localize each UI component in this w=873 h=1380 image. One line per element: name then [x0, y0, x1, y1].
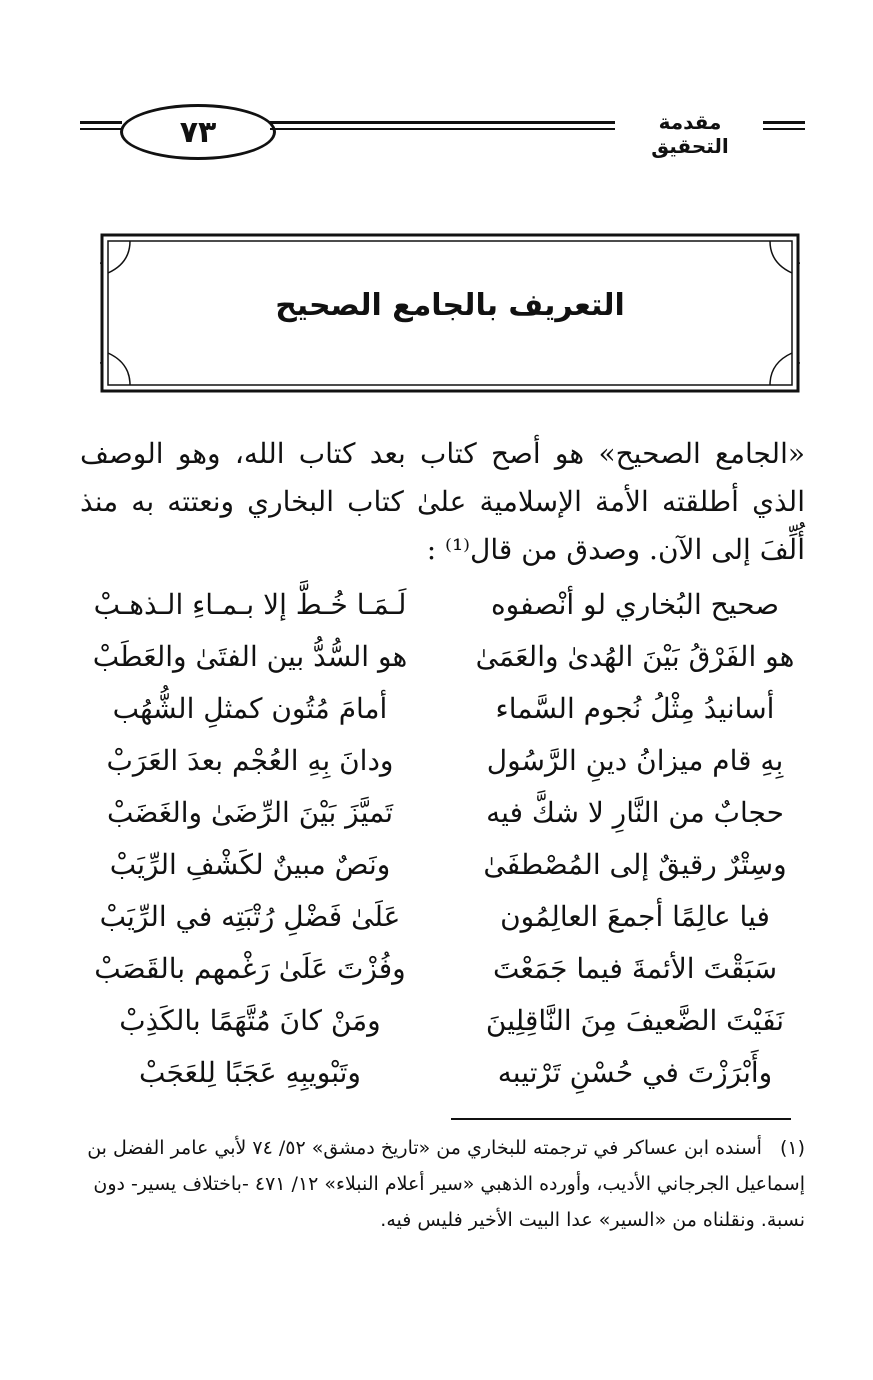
verse — [80, 838, 805, 890]
verse — [80, 630, 805, 682]
verse-first-hemistich: فيا عالِمًا أجمعَ العالِمُون — [500, 899, 770, 933]
verse — [80, 942, 805, 994]
verse-first-hemistich: سَبَقْتَ الأئمةَ فيما جَمَعْتَ — [492, 951, 778, 985]
verse-first-hemistich: هو الفَرْقُ بَيْنَ الهُدىٰ والعَمَىٰ — [475, 639, 795, 673]
poem — [80, 578, 805, 1098]
footnote-text: أسنده ابن عساكر في ترجمته للبخاري من «تاريخ دمشق» ٥٢/ ٧٤ لأبي عامر الفضل بن إسماعيل الجرجاني الأديب، وأورده الذهبي «سير أعلام النبلاء» ١٢/ ٤٧١ -باختلاف يسير- دون نسبة. ونقلناه من «السير» عدا البيت الأخير فليس فيه. — [87, 1137, 805, 1231]
verse-second-hemistich: لَـمَـا خُـطَّ إلا بـمـاءِ الـذهـبْ — [93, 587, 407, 621]
footnote-number: (١) — [779, 1137, 805, 1159]
verse-second-hemistich: ودانَ بِهِ العُجْم بعدَ العَرَبْ — [106, 743, 394, 777]
page-header — [80, 100, 805, 160]
verse-first-hemistich: وأَبْرَزْتَ في حُسْنِ تَرْتيبه — [497, 1055, 773, 1089]
header-rule — [80, 121, 122, 130]
verse — [80, 734, 805, 786]
verse-first-hemistich: صحيح البُخاري لو أنْصفوه — [490, 587, 780, 621]
intro-paragraph: «الجامع الصحيح» هو أصح كتاب بعد كتاب الله، وهو الوصف الذي أطلقته الأمة الإسلامية علىٰ كتاب البخاري ونعتته به منذ أُلِّفَ إلى الآن. وصدق من قال⁽¹⁾ : — [80, 437, 805, 566]
header-rule — [270, 121, 615, 130]
verse-second-hemistich: وفُزْتَ عَلَىٰ رَغْمهم بالقَصَبْ — [94, 951, 406, 985]
header-rule — [763, 121, 805, 130]
verse-first-hemistich: بِهِ قام ميزانُ دينِ الرَّسُول — [486, 743, 784, 777]
verse-second-hemistich: وتَبْويبِهِ عَجَبًا لِلعَجَبْ — [139, 1055, 361, 1089]
verse — [80, 994, 805, 1046]
page-number: ٧٣ — [120, 104, 276, 160]
verse-first-hemistich: وسِتْرٌ رقيقٌ إلى المُصْطفَىٰ — [483, 847, 787, 881]
verse-second-hemistich: أمامَ مُتُون كمثلِ الشُّهُب — [112, 691, 388, 725]
footnote — [80, 1130, 805, 1238]
verse — [80, 578, 805, 630]
verse-first-hemistich: نَفَيْتَ الضَّعيفَ مِنَ النَّاقِلِينَ — [485, 1003, 785, 1037]
verse — [80, 890, 805, 942]
verse-second-hemistich: ونَصٌ مبينٌ لكَشْفِ الرِّيَبْ — [109, 847, 391, 881]
verse-second-hemistich: تَميَّزَ بَيْنَ الرِّضَىٰ والغَضَبْ — [106, 795, 394, 829]
verse-first-hemistich: حجابٌ من النَّارِ لا شكَّ فيه — [486, 795, 784, 829]
footnote-separator — [451, 1118, 791, 1120]
verse-second-hemistich: ومَنْ كانَ مُتَّهَمًا بالكَذِبْ — [119, 1003, 381, 1037]
verse — [80, 786, 805, 838]
verse — [80, 682, 805, 734]
verse — [80, 1046, 805, 1098]
running-head: مقدمة التحقيق — [651, 110, 729, 158]
verse-second-hemistich: عَلَىٰ فَضْلِ رُتْبَتِه في الرِّيَبْ — [99, 899, 401, 933]
title-frame — [100, 233, 800, 393]
chapter-title: التعريف بالجامع الصحيح — [275, 288, 625, 323]
verse-second-hemistich: هو السُّدُّ بين الفتَىٰ والعَطَبْ — [92, 639, 408, 673]
verse-first-hemistich: أسانيدُ مِثْلُ نُجوم السَّماء — [495, 691, 775, 725]
